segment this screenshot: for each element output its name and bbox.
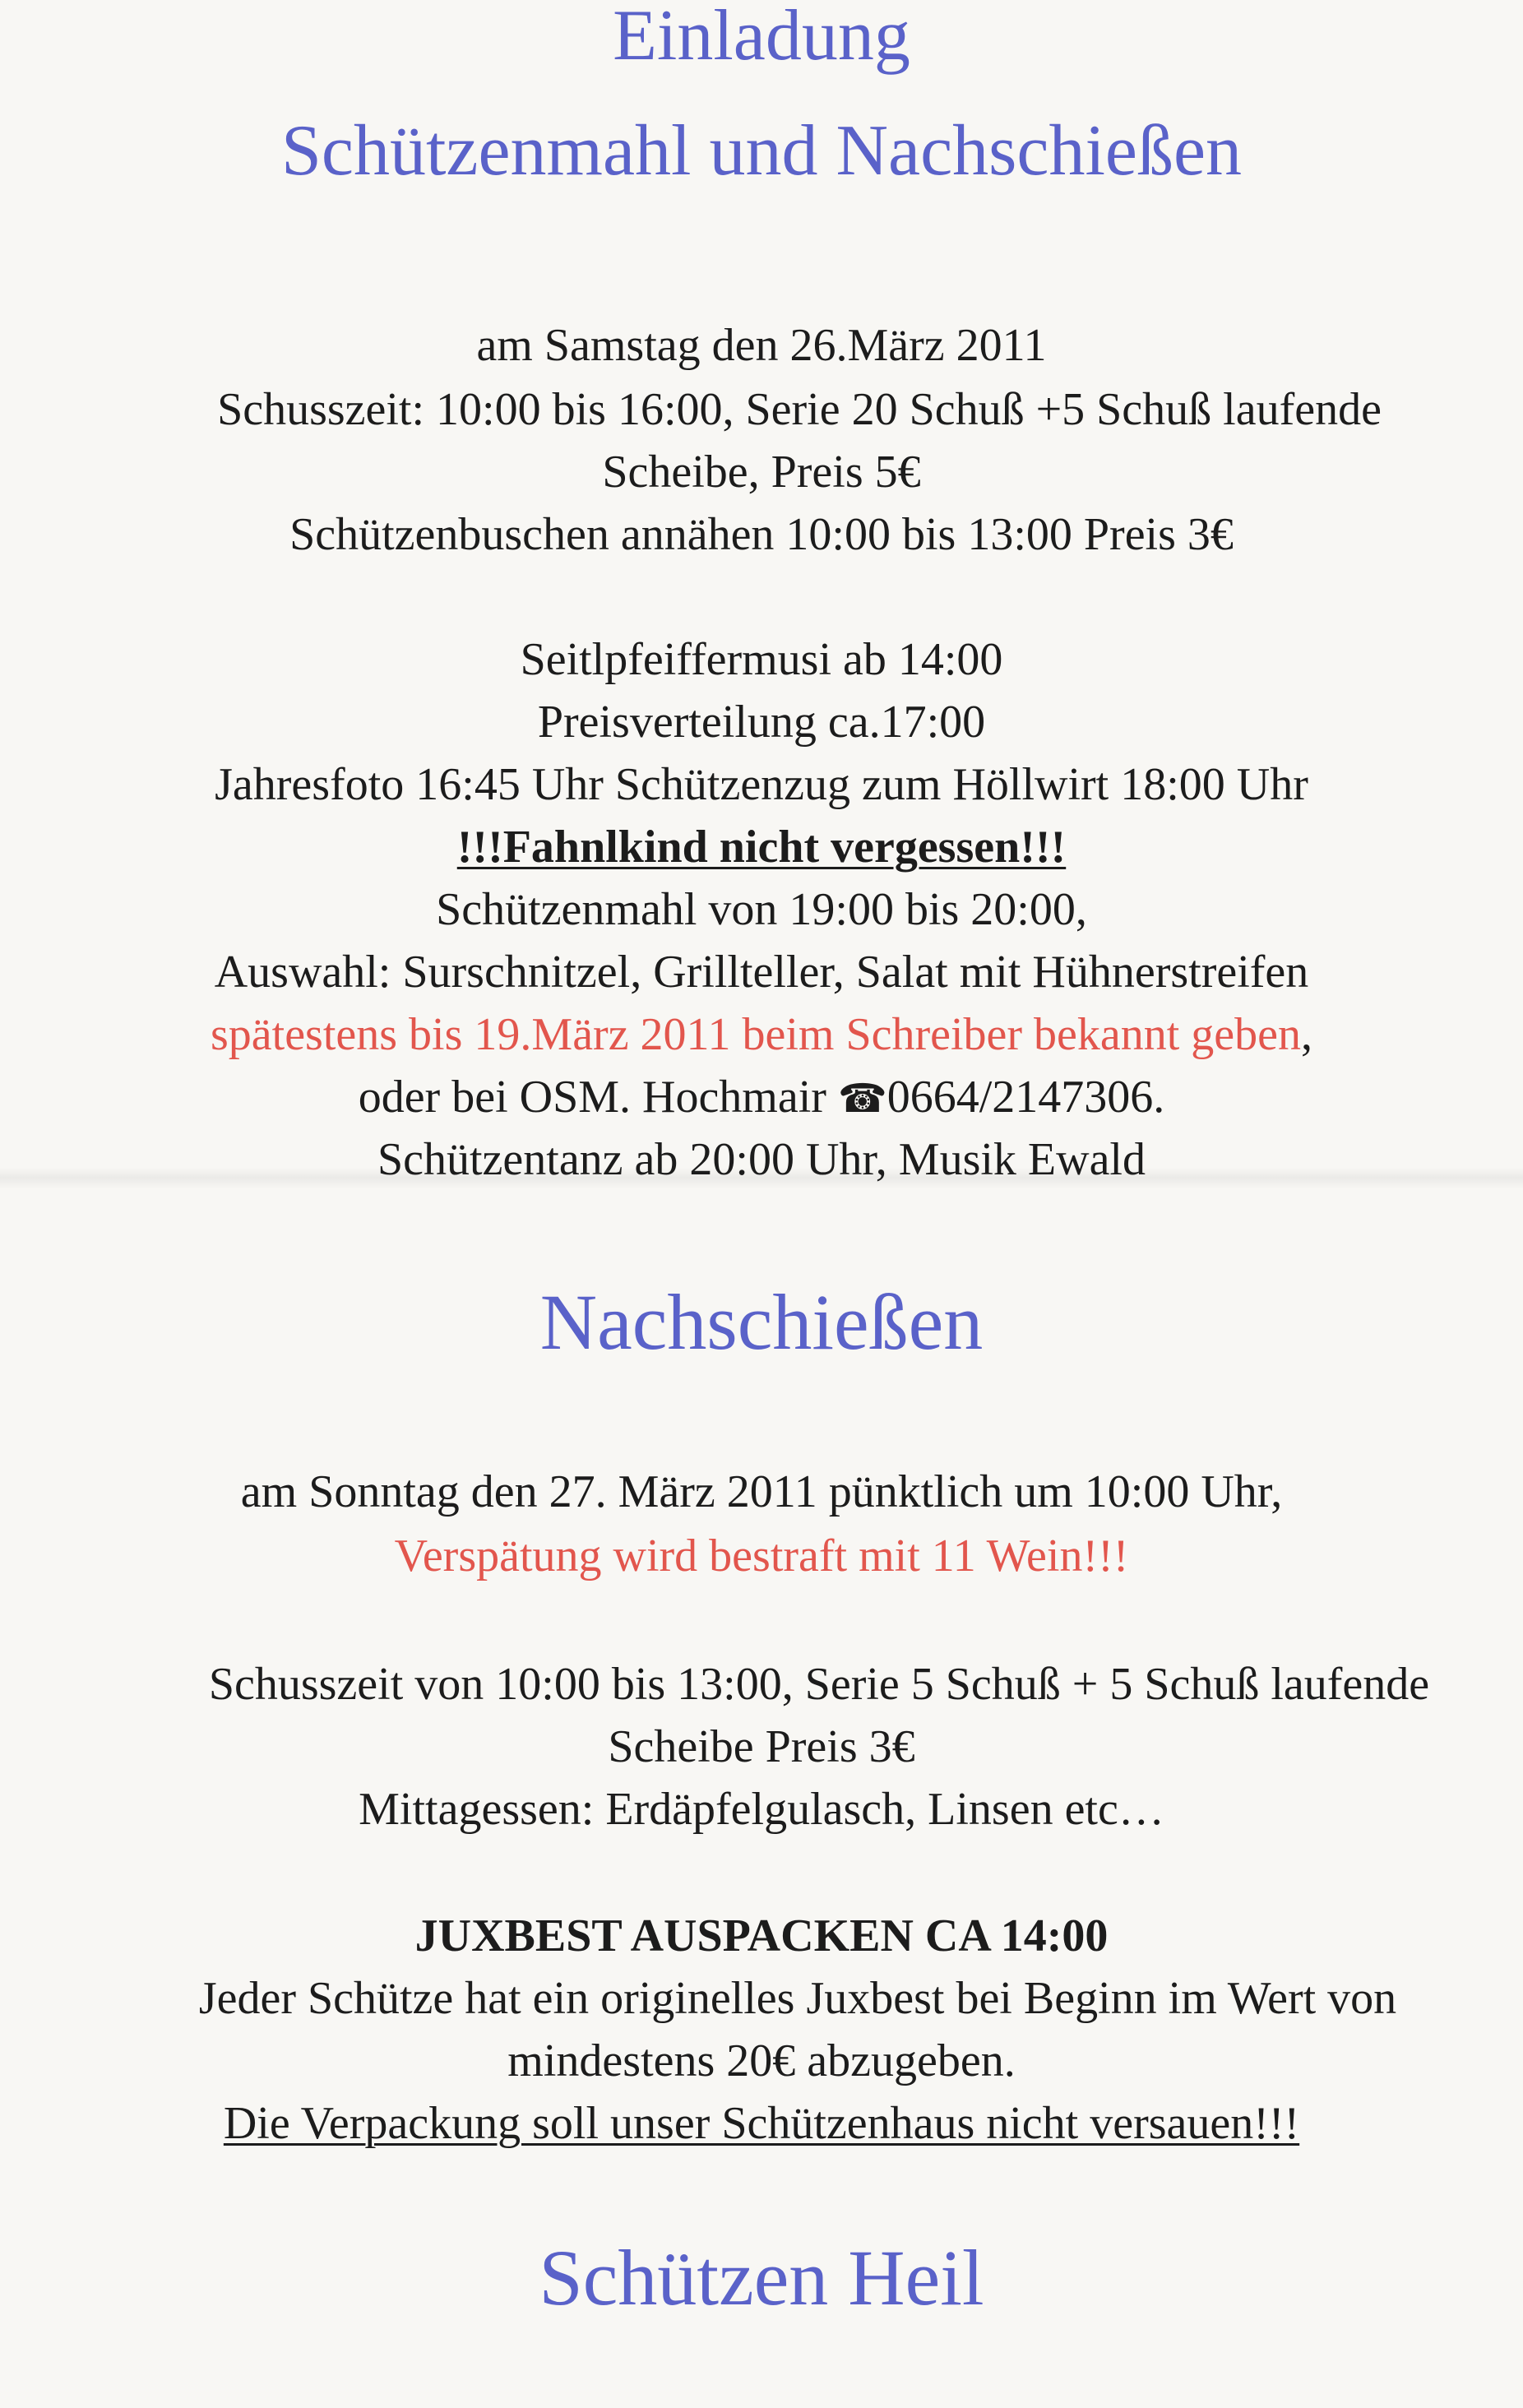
deadline-comma: , [1301, 1009, 1312, 1060]
verpackung-line: Die Verpackung soll unser Schützenhaus nicht versauen!!! [223, 2098, 1300, 2149]
nachschiessen-heading: Nachschießen [539, 1278, 984, 1366]
preisverteilung-line: Preisverteilung ca.17:00 [537, 697, 986, 748]
sunday-schusszeit-line-2: Scheibe Preis 3€ [608, 1721, 915, 1772]
title-einladung: Einladung [613, 0, 910, 76]
sunday-date: am Sonntag den 27. März 2011 pünktlich um 10:00 Uhr, [240, 1466, 1283, 1517]
juxbest-line-1: Jeder Schütze hat ein originelles Juxbest bei Beginn im Wert von [198, 1973, 1397, 2024]
fahnlkind-reminder: !!!Fahnlkind nicht vergessen!!! [456, 822, 1067, 873]
closing-greeting: Schützen Heil [539, 2234, 984, 2322]
mahl-line: Schützenmahl von 19:00 bis 20:00, [436, 884, 1087, 935]
juxbest-heading: JUXBEST AUSPACKEN CA 14:00 [414, 1910, 1109, 1961]
sunday-schusszeit-line-1: Schusszeit von 10:00 bis 13:00, Serie 5 Schuß + 5 Schuß laufende [208, 1659, 1430, 1710]
schusszeit-line-1: Schusszeit: 10:00 bis 16:00, Serie 20 Schuß +5 Schuß laufende [217, 384, 1382, 435]
jahresfoto-line: Jahresfoto 16:45 Uhr Schützenzug zum Höllwirt 18:00 Uhr [215, 759, 1308, 810]
music-line: Seitlpfeiffermusi ab 14:00 [520, 634, 1003, 685]
mittagessen-line: Mittagessen: Erdäpfelgulasch, Linsen etc… [359, 1784, 1164, 1835]
tanz-line: Schützentanz ab 20:00 Uhr, Musik Ewald [377, 1134, 1146, 1185]
title-schuetzenmahl: Schützenmahl und Nachschießen [280, 111, 1243, 191]
deadline-text: spätestens bis 19.März 2011 beim Schreiber bekannt geben [210, 1009, 1301, 1060]
buschen-line: Schützenbuschen annähen 10:00 bis 13:00 Preis 3€ [289, 509, 1234, 560]
schusszeit-line-2: Scheibe, Preis 5€ [602, 447, 921, 498]
auswahl-line: Auswahl: Surschnitzel, Grillteller, Salat mit Hühnerstreifen [214, 947, 1309, 998]
deadline-line [0, 1009, 1523, 1060]
telephone-icon: ☎ [837, 1076, 887, 1122]
phone-number: 0664/2147306. [886, 1072, 1165, 1123]
saturday-date: am Samstag den 26.März 2011 [476, 320, 1047, 371]
contact-line [0, 1072, 1523, 1123]
penalty-line: Verspätung wird bestraft mit 11 Wein!!! [394, 1530, 1129, 1581]
juxbest-line-2: mindestens 20€ abzugeben. [507, 2035, 1016, 2086]
contact-prefix: oder bei OSM. Hochmair [358, 1072, 838, 1123]
